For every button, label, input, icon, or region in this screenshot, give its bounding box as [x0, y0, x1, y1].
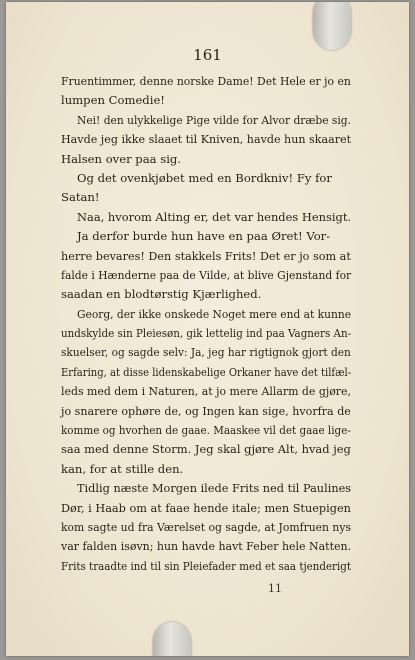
- page-clip-top: [313, 2, 351, 50]
- text-line: Fruentimmer, denne norske Dame! Det Hele er jo en: [61, 74, 351, 88]
- text-line: lumpen Comedie!: [61, 93, 165, 108]
- text-line: jo snarere ophøre de, og Ingen kan sige, hvorfra de: [61, 403, 351, 418]
- text-line: Satan!: [61, 190, 100, 205]
- text-line: saadan en blodtørstig Kjærlighed.: [61, 287, 262, 302]
- text-line: Erfaring, at disse lidenskabelige Orkaner have det tilfæl-: [61, 364, 352, 379]
- text-line: Ja derfor burde hun have en paa Øret! Vor-: [77, 229, 331, 244]
- text-line: saa med denne Storm. Jeg skal gjøre Alt, hvad jeg: [61, 442, 351, 457]
- page-clip-bottom: [153, 622, 191, 656]
- text-line: falde i Hænderne paa de Vilde, at blive Gjenstand for: [61, 267, 352, 282]
- text-line: Havde jeg ikke slaaet til Kniven, havde hun skaaret: [61, 132, 352, 147]
- text-line: Nei! den ulykkelige Pige vilde for Alvor dræbe sig.: [77, 112, 352, 127]
- text-line: skuelser, og sagde selv: Ja, jeg har rigtignok gjort den: [61, 345, 351, 360]
- text-line: Og det ovenkjøbet med en Bordkniv! Fy for: [77, 170, 332, 185]
- text-line: Dør, i Haab om at faae hende itale; men Stuepigen: [61, 500, 351, 515]
- page-body-text: [61, 72, 351, 576]
- book-page: [6, 2, 409, 656]
- text-line: komme og hvorhen de gaae. Maaskee vil det gaae lige-: [61, 423, 351, 438]
- text-line: kom sagte ud fra Værelset og sagde, at Jomfruen nys: [61, 519, 352, 534]
- text-line: Georg, der ikke onskede Noget mere end at kunne: [77, 306, 352, 321]
- text-line: Frits traadte ind til sin Pleiefader med et saa tjenderigt: [61, 558, 352, 573]
- page-number: 161: [193, 46, 222, 64]
- text-line: undskylde sin Pleiesøn, gik lettelig ind paa Vagners An-: [61, 326, 352, 341]
- text-line: Tidlig næste Morgen ilede Frits ned til Paulines: [77, 481, 352, 496]
- text-line: kan, for at stille den.: [61, 461, 184, 476]
- text-line: Halsen over paa sig.: [61, 151, 182, 166]
- text-line: leds med dem i Naturen, at jo mere Allarm de gjøre,: [61, 384, 351, 399]
- text-line: var falden isøvn; hun havde havt Feber hele Natten.: [61, 539, 352, 554]
- text-line: herre bevares! Den stakkels Frits! Det er jo som at: [61, 248, 351, 263]
- text-line: Naa, hvorom Alting er, det var hendes Hensigt.: [77, 209, 352, 224]
- signature-mark: 11: [268, 582, 282, 595]
